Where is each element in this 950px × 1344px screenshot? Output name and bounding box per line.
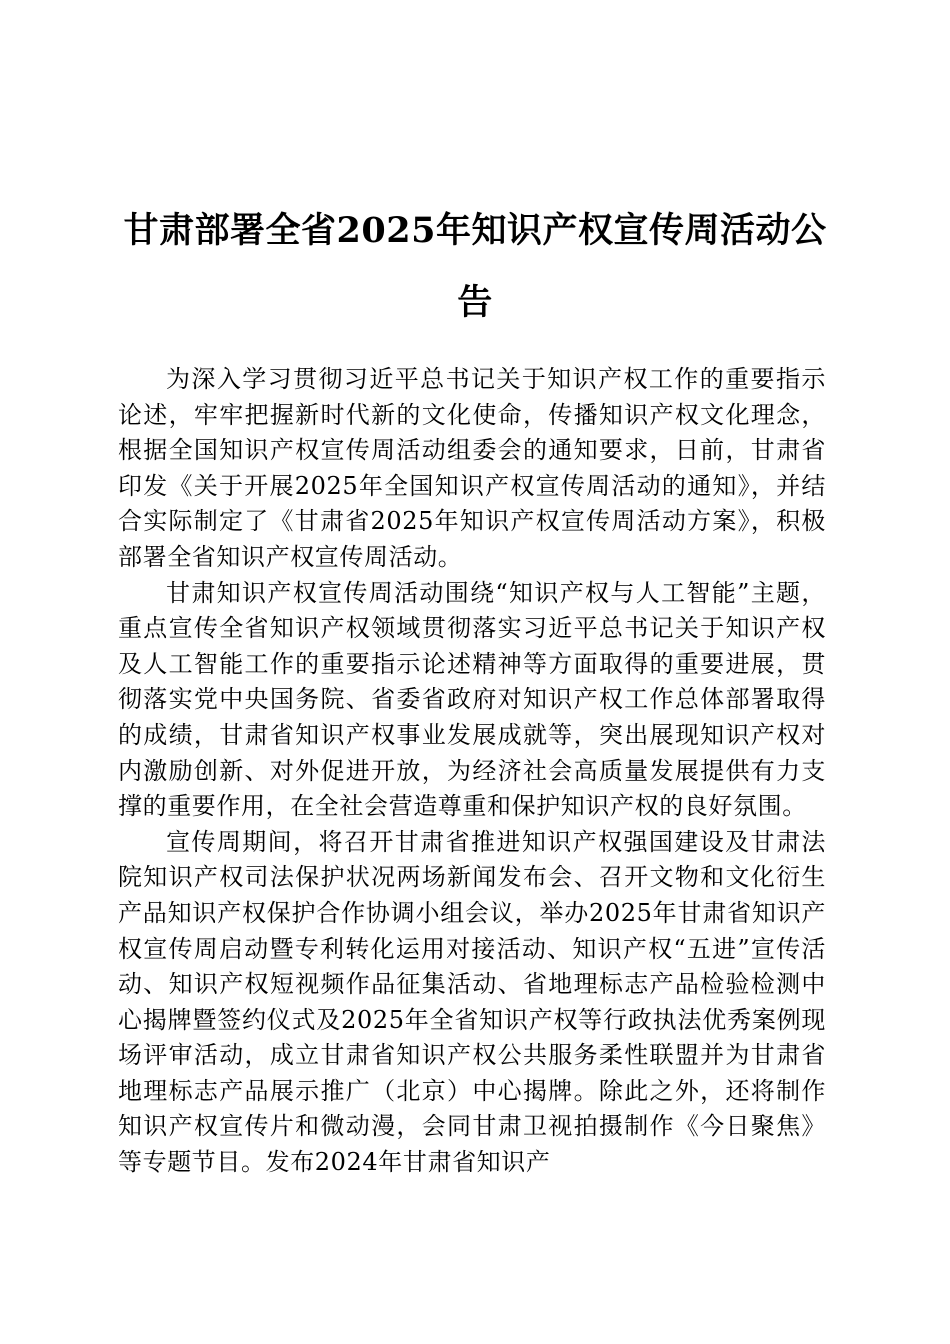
document-body [118,362,826,1181]
paragraph-3: 宣传周期间，将召开甘肃省推进知识产权强国建设及甘肃法院知识产权司法保护状况两场新闻发布会、召开文物和文化衍生产品知识产权保护合作协调小组会议，举办2025年甘肃省知识产权宣传周启动暨专利转化运用对接活动、知识产权“五进”宣传活动、知识产权短视频作品征集活动、省地理标志产品检验检测中心揭牌暨签约仪式及2025年全省知识产权等行政执法优秀案例现场评审活动，成立甘肃省知识产权公共服务柔性联盟并为甘肃省地理标志产品展示推广（北京）中心揭牌。除此之外，还将制作知识产权宣传片和微动漫，会同甘肃卫视拍摄制作《今日聚焦》等专题节目。发布2024年甘肃省知识产 [118,827,826,1177]
title-block [110,195,840,339]
paragraph-2: 甘肃知识产权宣传周活动围绕“知识产权与人工智能”主题，重点宣传全省知识产权领域贯彻落实习近平总书记关于知识产权及人工智能工作的重要指示论述精神等方面取得的重要进展，贯彻落实党中央国务院、省委省政府对知识产权工作总体部署取得的成绩，甘肃省知识产权事业发展成就等，突出展现知识产权对内激励创新、对外促进开放，为经济社会高质量发展提供有力支撑的重要作用，在全社会营造尊重和保护知识产权的良好氛围。 [118,578,826,821]
document-title: 甘肃部署全省2025年知识产权宣传周活动公告 [123,210,827,323]
paragraph-1: 为深入学习贯彻习近平总书记关于知识产权工作的重要指示论述，牢牢把握新时代新的文化使命，传播知识产权文化理念，根据全国知识产权宣传周活动组委会的通知要求，日前，甘肃省印发《关于开展2025年全国知识产权宣传周活动的通知》，并结合实际制定了《甘肃省2025年知识产权宣传周活动方案》，积极部署全省知识产权宣传周活动。 [118,365,826,571]
